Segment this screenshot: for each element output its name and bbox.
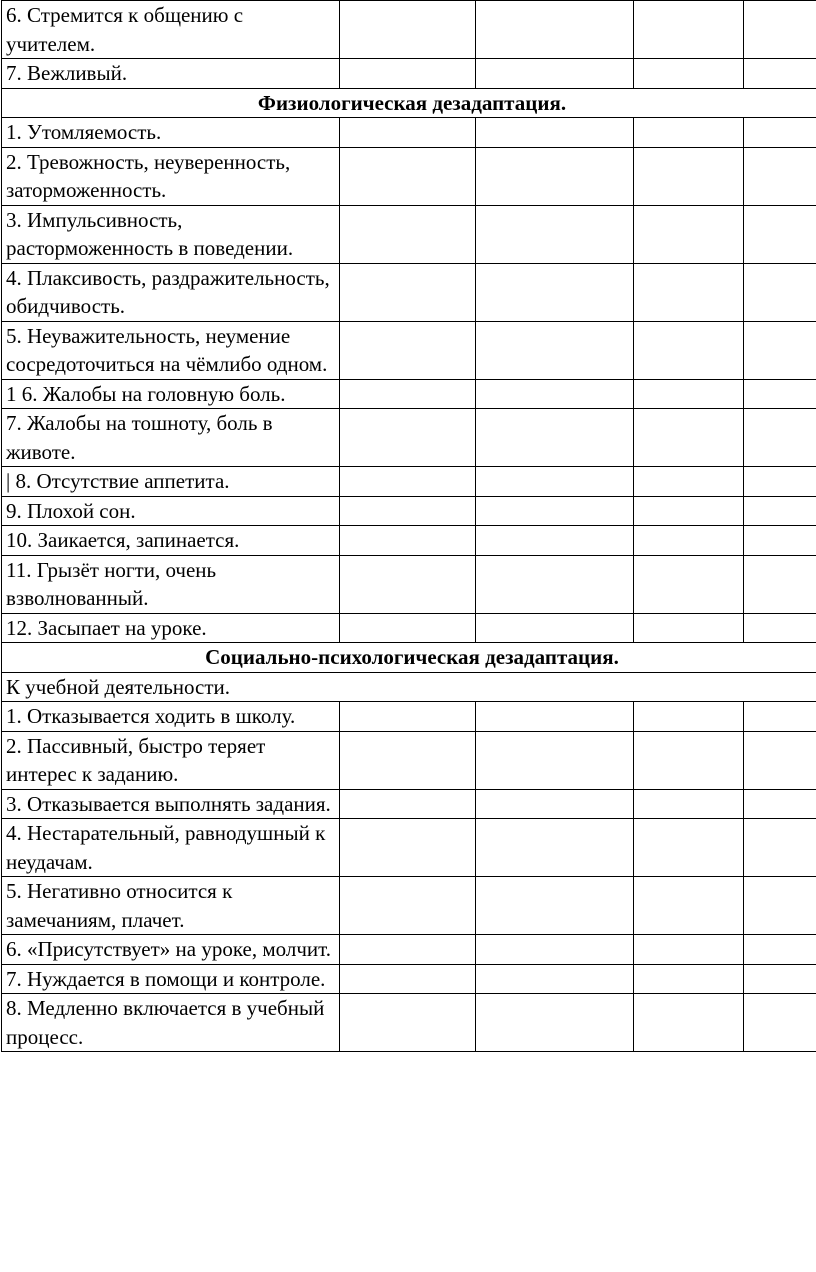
rating-cell[interactable] bbox=[476, 409, 634, 467]
rating-cell[interactable] bbox=[476, 147, 634, 205]
rating-cell[interactable] bbox=[634, 731, 744, 789]
rating-cell[interactable] bbox=[476, 526, 634, 556]
criterion-cell: 10. Заикается, запинается. bbox=[2, 526, 340, 556]
criterion-cell: 3. Отказывается выполнять задания. bbox=[2, 789, 340, 819]
rating-cell[interactable] bbox=[476, 321, 634, 379]
rating-cell[interactable] bbox=[476, 702, 634, 732]
rating-cell[interactable] bbox=[476, 496, 634, 526]
rating-cell[interactable] bbox=[744, 526, 816, 556]
rating-cell[interactable] bbox=[476, 118, 634, 148]
rating-cell[interactable] bbox=[340, 467, 476, 497]
assessment-table bbox=[1, 0, 816, 1052]
rating-cell[interactable] bbox=[634, 526, 744, 556]
rating-cell[interactable] bbox=[634, 118, 744, 148]
rating-cell[interactable] bbox=[634, 321, 744, 379]
table-row bbox=[2, 205, 816, 263]
criterion-cell: 3. Импульсивность, расторможенность в поведении. bbox=[2, 205, 340, 263]
rating-cell[interactable] bbox=[634, 205, 744, 263]
rating-cell[interactable] bbox=[744, 118, 816, 148]
table-row bbox=[2, 964, 816, 994]
rating-cell[interactable] bbox=[340, 409, 476, 467]
criterion-cell: 6. Стремится к общению с учителем. bbox=[2, 1, 340, 59]
rating-cell[interactable] bbox=[634, 877, 744, 935]
rating-cell[interactable] bbox=[634, 613, 744, 643]
criterion-cell: 9. Плохой сон. bbox=[2, 496, 340, 526]
rating-cell[interactable] bbox=[744, 702, 816, 732]
table-row bbox=[2, 409, 816, 467]
table-row bbox=[2, 118, 816, 148]
rating-cell[interactable] bbox=[744, 59, 816, 89]
table-row bbox=[2, 789, 816, 819]
rating-cell[interactable] bbox=[744, 935, 816, 965]
table-row bbox=[2, 731, 816, 789]
criterion-cell: 5. Негативно относится к замечаниям, плачет. bbox=[2, 877, 340, 935]
rating-cell[interactable] bbox=[476, 555, 634, 613]
rating-cell[interactable] bbox=[744, 789, 816, 819]
rating-cell[interactable] bbox=[744, 467, 816, 497]
rating-cell[interactable] bbox=[634, 994, 744, 1052]
rating-cell[interactable] bbox=[476, 205, 634, 263]
table-row bbox=[2, 263, 816, 321]
criterion-cell: 2. Тревожность, неуверенность, заторможенность. bbox=[2, 147, 340, 205]
table-row bbox=[2, 555, 816, 613]
table-row bbox=[2, 147, 816, 205]
subsection-label: К учебной деятельности. bbox=[2, 672, 816, 702]
rating-cell[interactable] bbox=[634, 789, 744, 819]
rating-cell[interactable] bbox=[340, 263, 476, 321]
rating-cell[interactable] bbox=[476, 731, 634, 789]
rating-cell[interactable] bbox=[340, 819, 476, 877]
rating-cell[interactable] bbox=[340, 935, 476, 965]
rating-cell[interactable] bbox=[744, 994, 816, 1052]
rating-cell[interactable] bbox=[340, 877, 476, 935]
rating-cell[interactable] bbox=[744, 731, 816, 789]
table-row bbox=[2, 467, 816, 497]
rating-cell[interactable] bbox=[340, 205, 476, 263]
rating-cell[interactable] bbox=[476, 467, 634, 497]
rating-cell[interactable] bbox=[476, 379, 634, 409]
section-title: Физиологическая дезадаптация. bbox=[2, 88, 816, 118]
rating-cell[interactable] bbox=[634, 555, 744, 613]
table-row bbox=[2, 379, 816, 409]
criterion-cell: 6. «Присутствует» на уроке, молчит. bbox=[2, 935, 340, 965]
rating-cell[interactable] bbox=[476, 964, 634, 994]
criterion-cell: 7. Вежливый. bbox=[2, 59, 340, 89]
rating-cell[interactable] bbox=[476, 877, 634, 935]
criterion-cell: 4. Плаксивость, раздражительность, обидчивость. bbox=[2, 263, 340, 321]
section-title: Социально-психологическая дезадаптация. bbox=[2, 643, 816, 673]
section-header-row bbox=[2, 643, 816, 673]
rating-cell[interactable] bbox=[476, 789, 634, 819]
table-row bbox=[2, 1, 816, 59]
criterion-cell: 7. Жалобы на тошноту, боль в животе. bbox=[2, 409, 340, 467]
rating-cell[interactable] bbox=[744, 379, 816, 409]
assessment-table-body bbox=[2, 1, 816, 1052]
table-row bbox=[2, 994, 816, 1052]
rating-cell[interactable] bbox=[744, 819, 816, 877]
rating-cell[interactable] bbox=[340, 731, 476, 789]
criterion-cell: 1. Отказывается ходить в школу. bbox=[2, 702, 340, 732]
rating-cell[interactable] bbox=[340, 59, 476, 89]
criterion-cell: 7. Нуждается в помощи и контроле. bbox=[2, 964, 340, 994]
rating-cell[interactable] bbox=[340, 789, 476, 819]
criterion-cell: 8. Медленно включается в учебный процесс. bbox=[2, 994, 340, 1052]
rating-cell[interactable] bbox=[340, 555, 476, 613]
rating-cell[interactable] bbox=[744, 555, 816, 613]
table-row bbox=[2, 321, 816, 379]
table-row bbox=[2, 526, 816, 556]
rating-cell[interactable] bbox=[340, 526, 476, 556]
table-row bbox=[2, 672, 816, 702]
rating-cell[interactable] bbox=[744, 1, 816, 59]
rating-cell[interactable] bbox=[634, 964, 744, 994]
rating-cell[interactable] bbox=[634, 409, 744, 467]
rating-cell[interactable] bbox=[744, 205, 816, 263]
table-row bbox=[2, 877, 816, 935]
criterion-cell: 12. Засыпает на уроке. bbox=[2, 613, 340, 643]
criterion-cell: 2. Пассивный, быстро теряет интерес к заданию. bbox=[2, 731, 340, 789]
criterion-cell: 5. Неуважительность, неумение сосредоточиться на чёмлибо одном. bbox=[2, 321, 340, 379]
rating-cell[interactable] bbox=[634, 263, 744, 321]
rating-cell[interactable] bbox=[744, 147, 816, 205]
criterion-cell: 1 6. Жалобы на головную боль. bbox=[2, 379, 340, 409]
table-row bbox=[2, 819, 816, 877]
criterion-cell: 4. Нестарательный, равнодушный к неудачам. bbox=[2, 819, 340, 877]
table-row bbox=[2, 702, 816, 732]
rating-cell[interactable] bbox=[744, 409, 816, 467]
criterion-cell: | 8. Отсутствие аппетита. bbox=[2, 467, 340, 497]
rating-cell[interactable] bbox=[634, 496, 744, 526]
rating-cell[interactable] bbox=[340, 1, 476, 59]
table-row bbox=[2, 935, 816, 965]
rating-cell[interactable] bbox=[340, 964, 476, 994]
criterion-cell: 1. Утомляемость. bbox=[2, 118, 340, 148]
rating-cell[interactable] bbox=[340, 702, 476, 732]
rating-cell[interactable] bbox=[634, 147, 744, 205]
table-row bbox=[2, 496, 816, 526]
rating-cell[interactable] bbox=[340, 613, 476, 643]
rating-cell[interactable] bbox=[634, 1, 744, 59]
rating-cell[interactable] bbox=[340, 496, 476, 526]
rating-cell[interactable] bbox=[476, 935, 634, 965]
rating-cell[interactable] bbox=[744, 877, 816, 935]
rating-cell[interactable] bbox=[340, 379, 476, 409]
rating-cell[interactable] bbox=[634, 467, 744, 497]
rating-cell[interactable] bbox=[340, 147, 476, 205]
rating-cell[interactable] bbox=[744, 321, 816, 379]
rating-cell[interactable] bbox=[744, 964, 816, 994]
rating-cell[interactable] bbox=[476, 994, 634, 1052]
rating-cell[interactable] bbox=[744, 496, 816, 526]
rating-cell[interactable] bbox=[634, 59, 744, 89]
section-header-row bbox=[2, 88, 816, 118]
rating-cell[interactable] bbox=[634, 935, 744, 965]
rating-cell[interactable] bbox=[340, 118, 476, 148]
rating-cell[interactable] bbox=[476, 613, 634, 643]
rating-cell[interactable] bbox=[476, 263, 634, 321]
rating-cell[interactable] bbox=[476, 59, 634, 89]
criterion-cell: 11. Грызёт ногти, очень взволнованный. bbox=[2, 555, 340, 613]
rating-cell[interactable] bbox=[340, 994, 476, 1052]
table-row bbox=[2, 59, 816, 89]
table-row bbox=[2, 613, 816, 643]
rating-cell[interactable] bbox=[476, 819, 634, 877]
rating-cell[interactable] bbox=[340, 321, 476, 379]
rating-cell[interactable] bbox=[744, 263, 816, 321]
rating-cell[interactable] bbox=[634, 819, 744, 877]
rating-cell[interactable] bbox=[634, 379, 744, 409]
rating-cell[interactable] bbox=[744, 613, 816, 643]
rating-cell[interactable] bbox=[634, 702, 744, 732]
rating-cell[interactable] bbox=[476, 1, 634, 59]
